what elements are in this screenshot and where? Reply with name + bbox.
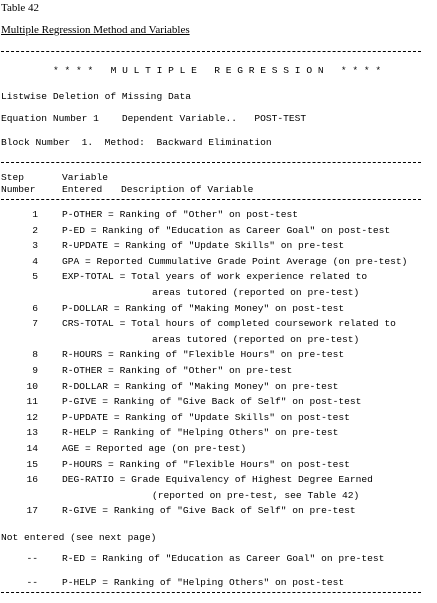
table-row <box>1 225 435 237</box>
step-number: -- <box>26 577 38 588</box>
table-label: Table 42 <box>1 2 40 14</box>
procedure-banner: * * * * M U L T I P L E R E G R E S S I O N * * * * <box>53 65 382 76</box>
variable-description: R-OTHER = Ranking of "Other" on pre-test <box>62 365 293 376</box>
step-number: 9 <box>32 365 38 376</box>
table-row <box>1 459 435 471</box>
variable-description: P-HOURS = Ranking of "Flexible Hours" on post-test <box>62 458 350 470</box>
step-number: 14 <box>26 443 38 454</box>
listwise-note: Listwise Deletion of Missing Data <box>1 91 191 102</box>
variable-description: R-UPDATE = Ranking of "Update Skills" on pre-test <box>62 240 345 252</box>
step-number: 7 <box>32 318 38 330</box>
dashed-rule <box>1 199 421 200</box>
variable-description: DEG-RATIO = Grade Equivalency of Highest Degree Earned <box>62 474 373 486</box>
step-number: 10 <box>26 380 38 392</box>
table-title: Multiple Regression Method and Variables <box>1 24 190 36</box>
variable-description: P-DOLLAR = Ranking of "Making Money" on post-test <box>62 302 345 314</box>
header-variable-line2: Entered <box>62 184 103 195</box>
variable-description: R-DOLLAR = Ranking of "Making Money" on pre-test <box>62 380 339 392</box>
table-row <box>1 474 435 486</box>
step-number: 8 <box>32 349 38 361</box>
step-number: 13 <box>26 427 38 439</box>
step-number: 17 <box>26 505 38 517</box>
table-row <box>1 256 435 268</box>
table-row <box>1 349 435 361</box>
table-row-continuation <box>1 490 435 502</box>
step-number: 15 <box>26 458 38 470</box>
table-row <box>1 318 435 330</box>
step-number: 11 <box>26 396 38 408</box>
step-number: -- <box>26 553 38 564</box>
step-number: 3 <box>32 240 38 252</box>
dashed-rule <box>1 162 421 163</box>
variable-description: R-HELP = Ranking of "Helping Others" on pre-test <box>62 427 339 439</box>
table-row-continuation <box>1 287 435 299</box>
variable-description-continued: (reported on pre-test, see Table 42) <box>152 489 360 501</box>
step-number: 2 <box>32 224 38 236</box>
table-row <box>1 381 435 393</box>
variable-description: P-HELP = Ranking of "Helping Others" on post-test <box>62 577 345 588</box>
block-line: Block Number 1. Method: Backward Elimination <box>1 137 272 148</box>
step-number: 5 <box>32 271 38 283</box>
table-row <box>1 396 435 408</box>
variable-description: P-GIVE = Ranking of "Give Back of Self" on post-test <box>62 396 362 408</box>
header-variable-line1: Variable <box>62 172 109 183</box>
table-row <box>1 240 435 252</box>
variable-description: CRS-TOTAL = Total hours of completed coursework related to <box>62 318 396 330</box>
table-row <box>1 271 435 283</box>
table-row <box>1 365 435 377</box>
dashed-rule <box>1 51 421 52</box>
variable-description: P-OTHER = Ranking of "Other" on post-test <box>62 209 299 220</box>
step-number: 4 <box>32 255 38 267</box>
variable-description-continued: areas tutored (reported on pre-test) <box>152 287 360 298</box>
table-row <box>1 209 435 221</box>
variable-description: GPA = Reported Cummulative Grade Point Average (on pre-test) <box>62 255 408 267</box>
table-row-continuation <box>1 334 435 346</box>
variable-description: P-ED = Ranking of "Education as Career Goal" on post-test <box>62 224 391 236</box>
table-row <box>1 553 435 565</box>
variable-description: P-UPDATE = Ranking of "Update Skills" on post-test <box>62 411 350 423</box>
variable-description: R-ED = Ranking of "Education as Career Goal" on pre-test <box>62 553 385 564</box>
variable-description: R-GIVE = Ranking of "Give Back of Self" on pre-test <box>62 505 356 517</box>
variable-description: AGE = Reported age (on pre-test) <box>62 443 247 454</box>
table-row <box>1 427 435 439</box>
header-step-line1: Step <box>1 172 25 183</box>
table-row <box>1 577 435 589</box>
header-description: Description of Variable <box>121 184 254 195</box>
step-number: 6 <box>32 302 38 314</box>
variable-description-continued: areas tutored (reported on pre-test) <box>152 333 360 345</box>
step-number: 1 <box>32 209 38 220</box>
equation-line: Equation Number 1 Dependent Variable.. POST-TEST <box>1 113 307 124</box>
table-row <box>1 443 435 455</box>
step-number: 12 <box>26 411 38 423</box>
table-row <box>1 303 435 315</box>
not-entered-label: Not entered (see next page) <box>1 532 157 543</box>
table-row <box>1 412 435 424</box>
header-step-line2: Number <box>1 184 36 195</box>
dashed-rule <box>1 592 421 593</box>
variable-description: EXP-TOTAL = Total years of work experience related to <box>62 271 368 283</box>
variable-description: R-HOURS = Ranking of "Flexible Hours" on pre-test <box>62 349 345 361</box>
step-number: 16 <box>26 474 38 486</box>
table-row <box>1 505 435 517</box>
